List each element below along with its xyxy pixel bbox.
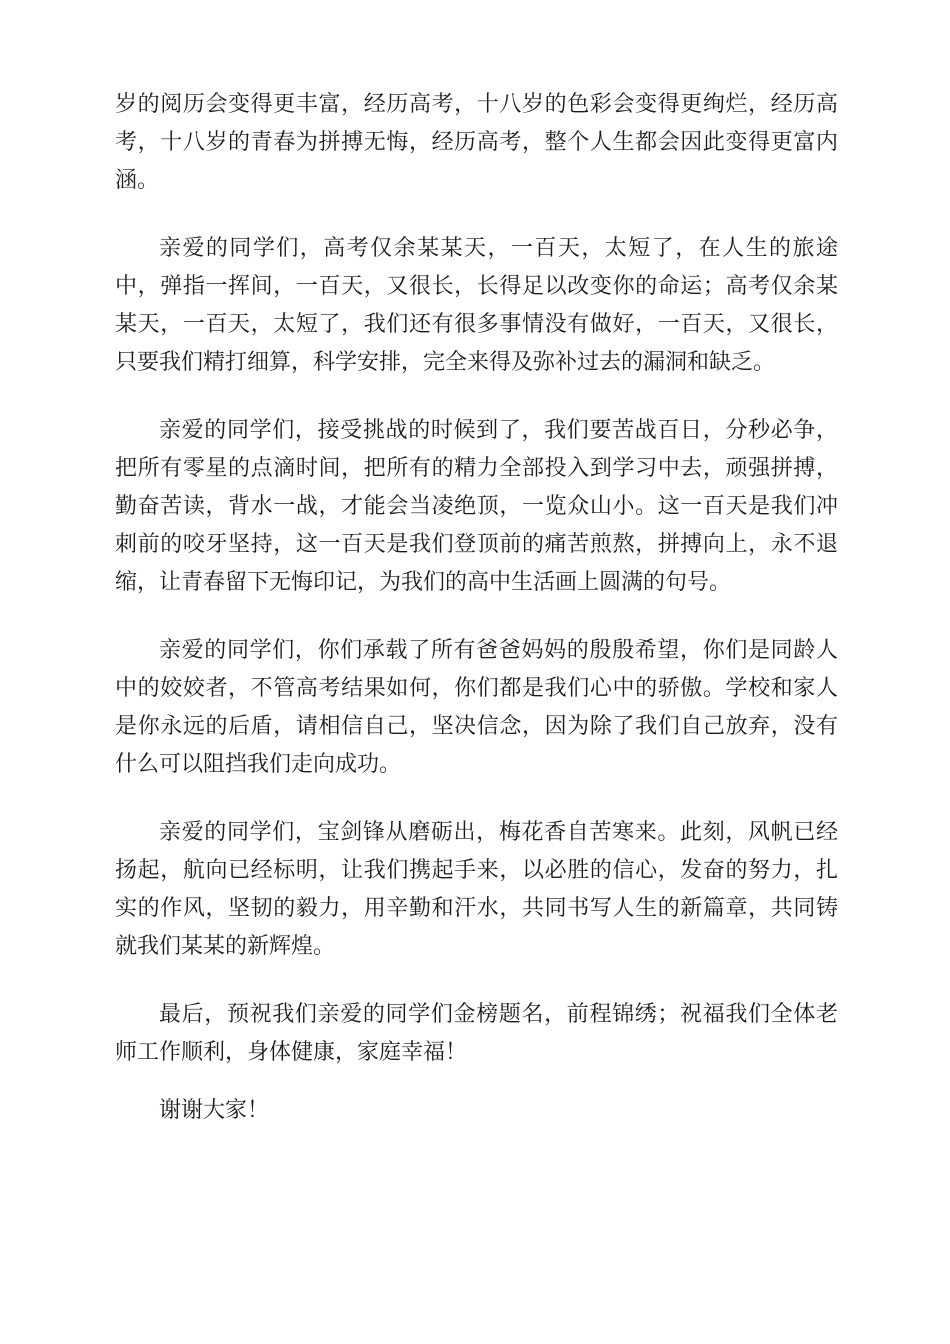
document-body bbox=[115, 86, 838, 1160]
paragraph-continuation: 岁的阅历会变得更丰富，经历高考，十八岁的色彩会变得更绚烂，经历高考，十八岁的青春为拼搏无悔，经历高考，整个人生都会因此变得更富内涵。 bbox=[115, 92, 838, 193]
paragraph-challenge: 亲爱的同学们，接受挑战的时候到了，我们要苦战百日，分秒必争，把所有零星的点滴时间，把所有的精力全部投入到学习中去，顽强拼搏，勤奋苦读，背水一战，才能会当凌绝顶，一览众山小。这一百天是我们冲刺前的咬牙坚持，这一百天是我们登顶前的痛苦煎熬，拼搏向上，永不退缩，让青春留下无悔印记，为我们的高中生活画上圆满的句号。 bbox=[115, 418, 838, 595]
paragraph-closing-wishes: 最后，预祝我们亲爱的同学们金榜题名，前程锦绣；祝福我们全体老师工作顺利，身体健康，家庭幸福！ bbox=[115, 1002, 838, 1065]
paragraph-parents-hope: 亲爱的同学们，你们承载了所有爸爸妈妈的殷殷希望，你们是同龄人中的姣姣者，不管高考结果如何，你们都是我们心中的骄傲。学校和家人是你永远的后盾，请相信自己，坚决信念，因为除了我们自己放弃，没有什么可以阻挡我们走向成功。 bbox=[115, 638, 838, 777]
paragraph-sail-raised: 亲爱的同学们，宝剑锋从磨砺出，梅花香自苦寒来。此刻，风帆已经扬起，航向已经标明，让我们携起手来，以必胜的信心，发奋的努力，扎实的作风，坚韧的毅力，用辛勤和汗水，共同书写人生的新篇章，共同铸就我们某某的新辉煌。 bbox=[115, 820, 838, 959]
paragraph-hundred-days: 亲爱的同学们，高考仅余某某天，一百天，太短了，在人生的旅途中，弹指一挥间，一百天，又很长，长得足以改变你的命运；高考仅余某某天，一百天，太短了，我们还有很多事情没有做好，一百天，又很长，只要我们精打细算，科学安排，完全来得及弥补过去的漏洞和缺乏。 bbox=[115, 236, 838, 375]
paragraph-thanks: 谢谢大家！ bbox=[159, 1098, 270, 1123]
